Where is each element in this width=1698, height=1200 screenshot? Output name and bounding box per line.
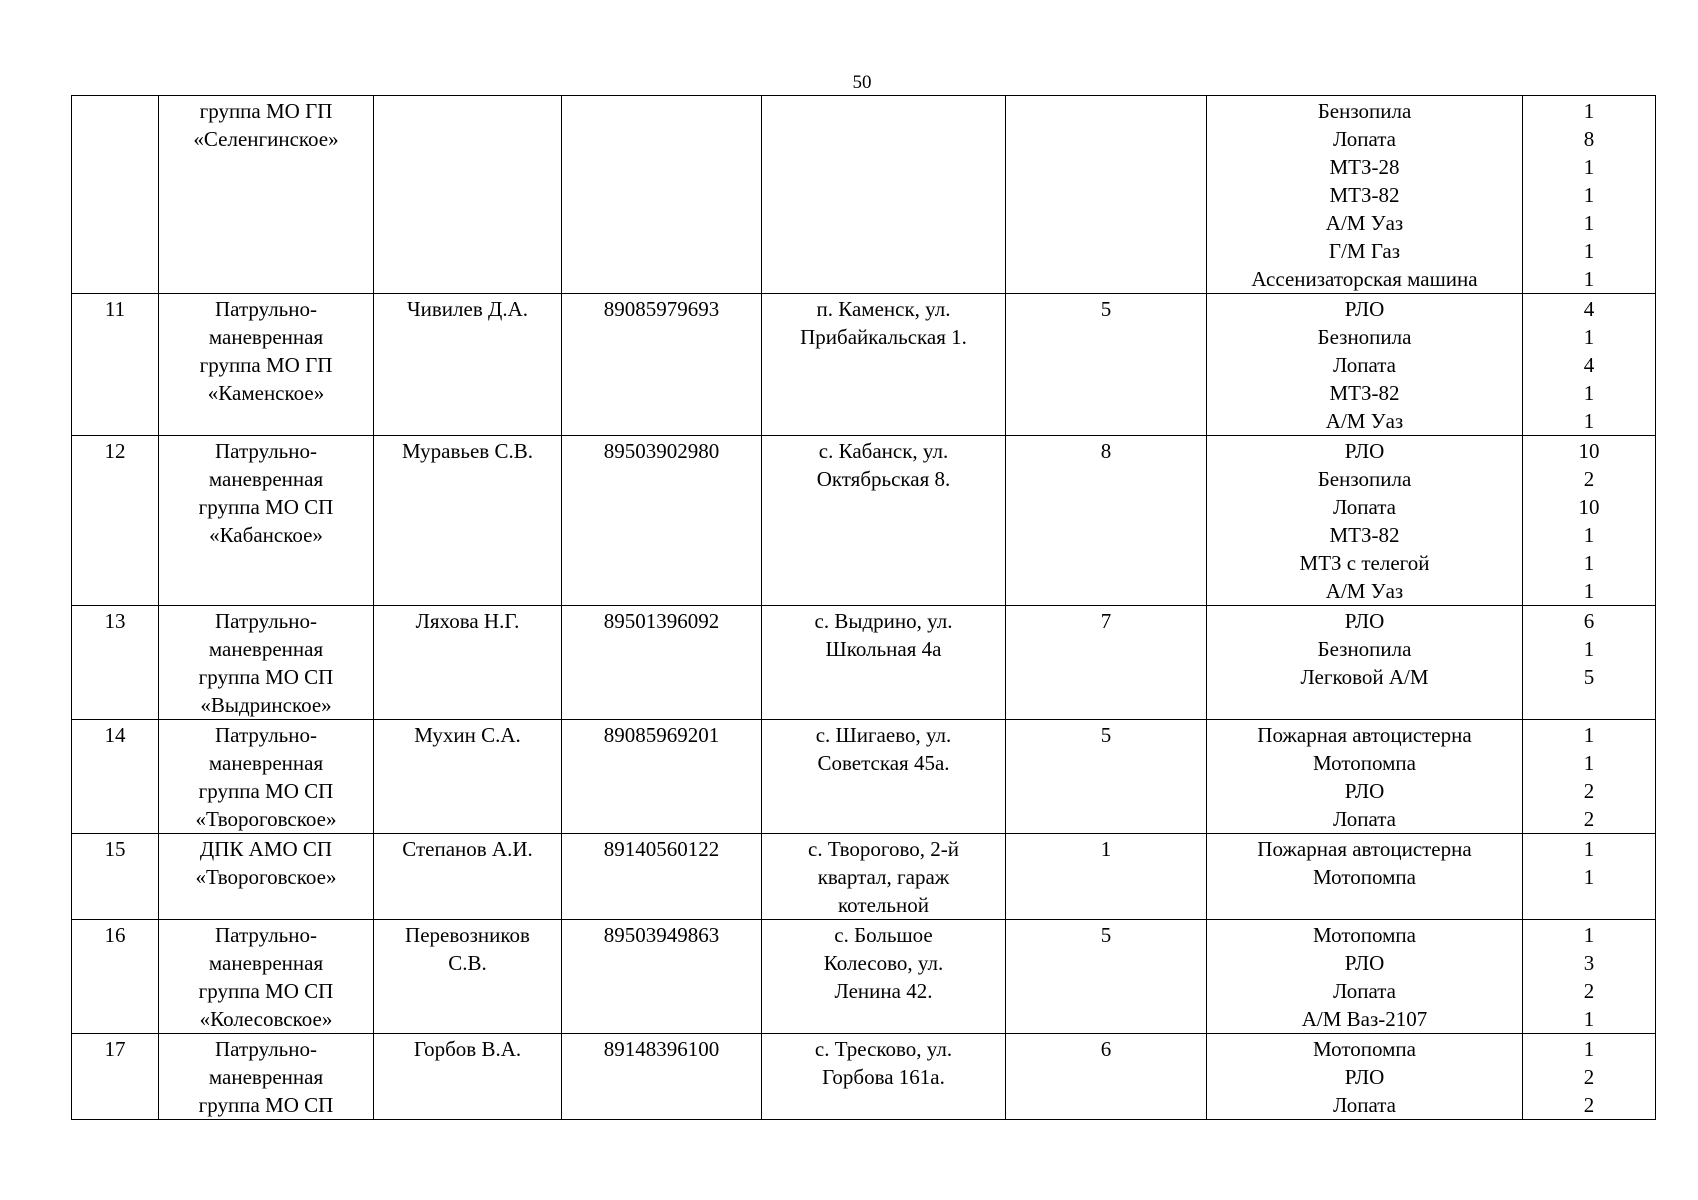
personnel-count-cell — [1006, 834, 1207, 920]
table-row — [72, 720, 1656, 834]
equipment-count-cell — [1523, 294, 1656, 436]
head-name-line: С.В. — [448, 951, 487, 975]
phone-cell — [562, 436, 762, 606]
equipment-line: РЛО — [1344, 297, 1385, 321]
equipment-count-line: 10 — [1578, 495, 1600, 519]
equipment-line: МТЗ-82 — [1329, 381, 1400, 405]
row-number-cell — [72, 1034, 159, 1120]
unit-name-line: маневренная — [208, 951, 324, 975]
personnel-count-value: 5 — [1100, 297, 1112, 321]
equipment-count-line: 4 — [1583, 297, 1595, 321]
address-line: с. Выдрино, ул. — [814, 609, 953, 633]
table-row — [72, 834, 1656, 920]
row-number-value: 13 — [104, 609, 126, 633]
equipment-count-cell — [1523, 920, 1656, 1034]
equipment-line: Мотопомпа — [1313, 865, 1416, 889]
address-cell — [762, 606, 1006, 720]
equipment-count-line: 1 — [1583, 381, 1595, 405]
address-cell — [762, 294, 1006, 436]
equipment-count-line: 1 — [1583, 239, 1595, 263]
equipment-line: А/М Ваз-2107 — [1301, 1007, 1428, 1031]
personnel-count-cell — [1006, 920, 1207, 1034]
equipment-count-line: 8 — [1583, 127, 1595, 151]
equipment-line: РЛО — [1344, 779, 1385, 803]
unit-name-line: «Кабанское» — [209, 523, 323, 547]
equipment-count-cell — [1523, 96, 1656, 294]
address-line: с. Кабанск, ул. — [818, 439, 949, 463]
equipment-count-line: 10 — [1578, 439, 1600, 463]
address-line: п. Каменск, ул. — [816, 297, 951, 321]
equipment-line: Мотопомпа — [1313, 751, 1416, 775]
unit-name-line: «Выдринское» — [200, 693, 332, 717]
equipment-count-line: 2 — [1583, 779, 1595, 803]
phone-cell — [562, 720, 762, 834]
equipment-count-line: 4 — [1583, 353, 1595, 377]
head-name-cell — [374, 294, 562, 436]
equipment-line: Лопата — [1333, 353, 1396, 377]
address-line: Школьная 4а — [825, 637, 942, 661]
equipment-line: РЛО — [1344, 439, 1385, 463]
equipment-line: Пожарная автоцистерна — [1257, 837, 1472, 861]
equipment-count-cell — [1523, 436, 1656, 606]
row-number-cell — [72, 720, 159, 834]
unit-name-line: ДПК АМО СП — [199, 837, 333, 861]
phone-cell — [562, 96, 762, 294]
unit-name-line: Патрульно- — [215, 297, 317, 321]
unit-name-cell — [159, 436, 374, 606]
equipment-count-line: 6 — [1583, 609, 1595, 633]
address-line: котельной — [838, 893, 929, 917]
phone-cell — [562, 1034, 762, 1120]
equipment-count-cell — [1523, 834, 1656, 920]
unit-name-line: «Селенгинское» — [193, 127, 339, 151]
equipment-count-line: 1 — [1583, 1007, 1595, 1031]
equipment-count-line: 1 — [1583, 155, 1595, 179]
unit-name-cell — [159, 606, 374, 720]
equipment-line: Бензопила — [1317, 467, 1412, 491]
address-line: с. Большое — [834, 923, 933, 947]
personnel-count-cell — [1006, 606, 1207, 720]
table-row — [72, 1034, 1656, 1120]
unit-name-line: «Каменское» — [207, 381, 325, 405]
equipment-count-line: 1 — [1583, 751, 1595, 775]
unit-name-cell — [159, 294, 374, 436]
equipment-count-line: 1 — [1583, 579, 1595, 603]
equipment-count-line: 1 — [1583, 409, 1595, 433]
equipment-count-line: 2 — [1583, 807, 1595, 831]
unit-name-cell — [159, 834, 374, 920]
phone-value: 89503902980 — [603, 439, 720, 463]
row-number-cell — [72, 606, 159, 720]
row-number-cell — [72, 96, 159, 294]
equipment-line: Ассенизаторская машина — [1251, 267, 1478, 291]
row-number-value: 12 — [104, 439, 126, 463]
equipment-cell — [1207, 834, 1523, 920]
equipment-count-line: 1 — [1583, 723, 1595, 747]
row-number-cell — [72, 294, 159, 436]
equipment-count-line: 2 — [1583, 467, 1595, 491]
row-number-cell — [72, 920, 159, 1034]
equipment-cell — [1207, 606, 1523, 720]
address-line: Горбова 161а. — [822, 1065, 945, 1089]
address-line: Прибайкальская 1. — [800, 325, 967, 349]
phone-value: 89148396100 — [603, 1037, 720, 1061]
head-name-line: Ляхова Н.Г. — [415, 609, 520, 633]
phone-value: 89085979693 — [603, 297, 720, 321]
equipment-table — [71, 95, 1656, 1120]
head-name-cell — [374, 834, 562, 920]
address-cell — [762, 920, 1006, 1034]
address-cell — [762, 834, 1006, 920]
personnel-count-cell — [1006, 96, 1207, 294]
equipment-line: РЛО — [1344, 1065, 1385, 1089]
unit-name-line: «Твороговское» — [195, 865, 337, 889]
equipment-cell — [1207, 720, 1523, 834]
table-row — [72, 96, 1656, 294]
equipment-line: Г/М Газ — [1328, 239, 1401, 263]
personnel-count-value: 1 — [1100, 837, 1112, 861]
unit-name-line: группа МО СП — [198, 665, 334, 689]
equipment-count-line: 5 — [1583, 665, 1595, 689]
personnel-count-value: 7 — [1100, 609, 1112, 633]
row-number-cell — [72, 436, 159, 606]
address-line: с. Творогово, 2-й — [808, 837, 959, 861]
equipment-line: МТЗ с телегой — [1299, 551, 1430, 575]
equipment-count-line: 1 — [1583, 267, 1595, 291]
equipment-cell — [1207, 294, 1523, 436]
address-cell — [762, 96, 1006, 294]
unit-name-line: маневренная — [208, 467, 324, 491]
row-number-value: 17 — [104, 1037, 126, 1061]
personnel-count-cell — [1006, 436, 1207, 606]
address-cell — [762, 720, 1006, 834]
phone-cell — [562, 606, 762, 720]
address-line: квартал, гараж — [817, 865, 950, 889]
equipment-line: Лопата — [1333, 807, 1396, 831]
table-row — [72, 436, 1656, 606]
equipment-count-line: 1 — [1583, 325, 1595, 349]
address-line: Советская 45а. — [817, 751, 950, 775]
equipment-line: МТЗ-82 — [1329, 523, 1400, 547]
unit-name-line: Патрульно- — [215, 609, 317, 633]
personnel-count-value: 5 — [1100, 923, 1112, 947]
equipment-cell — [1207, 436, 1523, 606]
head-name-cell — [374, 436, 562, 606]
equipment-count-line: 1 — [1583, 1037, 1595, 1061]
table-row — [72, 294, 1656, 436]
table-row — [72, 920, 1656, 1034]
equipment-count-cell — [1523, 720, 1656, 834]
equipment-count-line: 1 — [1583, 837, 1595, 861]
equipment-cell — [1207, 96, 1523, 294]
equipment-count-line: 1 — [1583, 865, 1595, 889]
unit-name-cell — [159, 720, 374, 834]
head-name-line: Перевозников — [405, 923, 530, 947]
unit-name-line: группа МО СП — [198, 979, 334, 1003]
equipment-line: Лопата — [1333, 1093, 1396, 1117]
equipment-line: А/М Уаз — [1325, 409, 1404, 433]
unit-name-line: Патрульно- — [215, 439, 317, 463]
phone-cell — [562, 834, 762, 920]
personnel-count-cell — [1006, 294, 1207, 436]
address-line: Октябрьская 8. — [816, 467, 951, 491]
equipment-line: Безнопила — [1317, 637, 1412, 661]
address-line: с. Тресково, ул. — [814, 1037, 953, 1061]
head-name-cell — [374, 720, 562, 834]
equipment-count-line: 2 — [1583, 1065, 1595, 1089]
equipment-count-line: 1 — [1583, 523, 1595, 547]
row-number-value: 15 — [104, 837, 126, 861]
phone-value: 89085969201 — [603, 723, 720, 747]
head-name-cell — [374, 96, 562, 294]
personnel-count-cell — [1006, 720, 1207, 834]
equipment-count-line: 1 — [1583, 183, 1595, 207]
equipment-line: Легковой А/М — [1300, 665, 1429, 689]
unit-name-line: Патрульно- — [215, 923, 317, 947]
equipment-count-line: 1 — [1583, 211, 1595, 235]
equipment-count-line: 3 — [1583, 951, 1595, 975]
head-name-cell — [374, 920, 562, 1034]
page-number: 50 — [852, 72, 872, 93]
equipment-line: Бензопила — [1317, 99, 1412, 123]
table-row — [72, 606, 1656, 720]
phone-value: 89140560122 — [603, 837, 720, 861]
unit-name-line: маневренная — [208, 1065, 324, 1089]
equipment-line: Безнопила — [1317, 325, 1412, 349]
row-number-value: 16 — [104, 923, 126, 947]
equipment-count-line: 1 — [1583, 551, 1595, 575]
head-name-line: Чивилев Д.А. — [407, 297, 528, 321]
personnel-count-value: 8 — [1100, 439, 1112, 463]
unit-name-line: «Твороговское» — [195, 807, 337, 831]
equipment-line: Мотопомпа — [1313, 923, 1416, 947]
equipment-count-line: 1 — [1583, 99, 1595, 123]
head-name-cell — [374, 1034, 562, 1120]
unit-name-line: группа МО СП — [198, 779, 334, 803]
head-name-line: Степанов А.И. — [402, 837, 533, 861]
equipment-count-line: 1 — [1583, 637, 1595, 661]
unit-name-cell — [159, 920, 374, 1034]
unit-name-line: Патрульно- — [215, 1037, 317, 1061]
phone-cell — [562, 920, 762, 1034]
unit-name-line: группа МО ГП — [199, 99, 333, 123]
equipment-line: РЛО — [1344, 609, 1385, 633]
equipment-line: Лопата — [1333, 495, 1396, 519]
equipment-line: МТЗ-28 — [1329, 155, 1400, 179]
equipment-count-cell — [1523, 606, 1656, 720]
unit-name-cell — [159, 1034, 374, 1120]
head-name-line: Горбов В.А. — [413, 1037, 522, 1061]
address-line: Ленина 42. — [834, 979, 933, 1003]
equipment-count-cell — [1523, 1034, 1656, 1120]
address-line: Колесово, ул. — [823, 951, 944, 975]
unit-name-line: группа МО СП — [198, 495, 334, 519]
unit-name-cell — [159, 96, 374, 294]
equipment-line: МТЗ-82 — [1329, 183, 1400, 207]
equipment-cell — [1207, 920, 1523, 1034]
head-name-line: Муравьев С.В. — [402, 439, 533, 463]
equipment-line: РЛО — [1344, 951, 1385, 975]
equipment-cell — [1207, 1034, 1523, 1120]
unit-name-line: маневренная — [208, 751, 324, 775]
equipment-line: Лопата — [1333, 127, 1396, 151]
equipment-line: Лопата — [1333, 979, 1396, 1003]
table-body — [72, 96, 1656, 1120]
address-cell — [762, 1034, 1006, 1120]
head-name-line: Мухин С.А. — [414, 723, 521, 747]
equipment-count-line: 2 — [1583, 1093, 1595, 1117]
phone-cell — [562, 294, 762, 436]
address-cell — [762, 436, 1006, 606]
head-name-cell — [374, 606, 562, 720]
phone-value: 89501396092 — [603, 609, 720, 633]
phone-value: 89503949863 — [603, 923, 720, 947]
unit-name-line: группа МО СП — [198, 1093, 334, 1117]
equipment-line: А/М Уаз — [1325, 211, 1404, 235]
equipment-count-line: 2 — [1583, 979, 1595, 1003]
unit-name-line: группа МО ГП — [199, 353, 333, 377]
unit-name-line: Патрульно- — [215, 723, 317, 747]
row-number-cell — [72, 834, 159, 920]
personnel-count-value: 5 — [1100, 723, 1112, 747]
address-line: с. Шигаево, ул. — [815, 723, 952, 747]
unit-name-line: «Колесовское» — [199, 1007, 333, 1031]
row-number-value: 14 — [104, 723, 126, 747]
equipment-line: А/М Уаз — [1325, 579, 1404, 603]
unit-name-line: маневренная — [208, 325, 324, 349]
row-number-value: 11 — [104, 297, 126, 321]
equipment-line: Мотопомпа — [1313, 1037, 1416, 1061]
equipment-line: Пожарная автоцистерна — [1257, 723, 1472, 747]
personnel-count-cell — [1006, 1034, 1207, 1120]
unit-name-line: маневренная — [208, 637, 324, 661]
personnel-count-value: 6 — [1100, 1037, 1112, 1061]
equipment-count-line: 1 — [1583, 923, 1595, 947]
